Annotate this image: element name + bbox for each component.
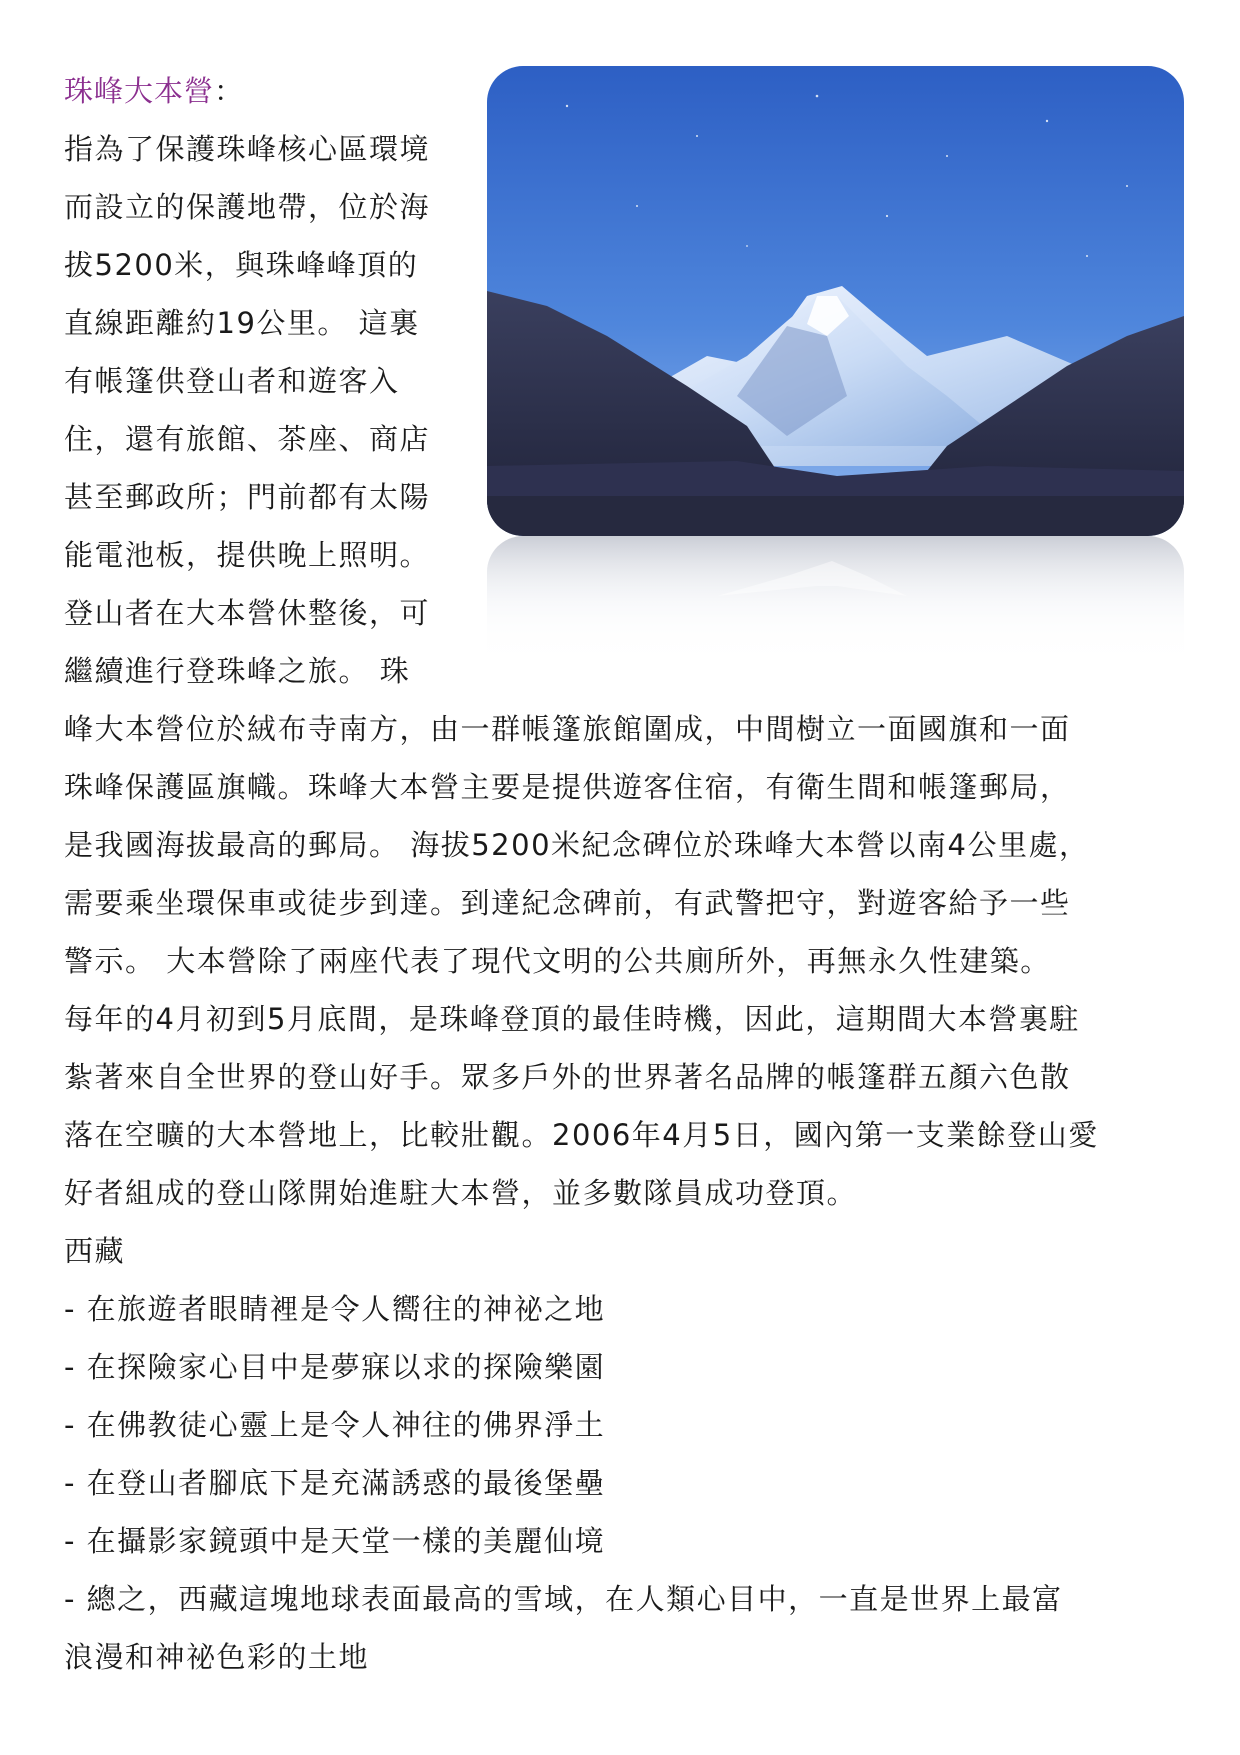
paragraph-line: 繼續進行登珠峰之旅。 珠 bbox=[64, 654, 411, 688]
paragraph-line: 有帳篷供登山者和遊客入 bbox=[64, 364, 400, 398]
paragraph-line: 紮著來自全世界的登山好手。眾多戶外的世界著名品牌的帳篷群五顏六色散 bbox=[64, 1060, 1071, 1094]
everest-image-icon bbox=[487, 66, 1184, 536]
paragraph-line: 甚至郵政所；門前都有太陽 bbox=[64, 480, 431, 514]
paragraph-line: 而設立的保護地帶，位於海 bbox=[64, 190, 431, 224]
tibet-list-item: 浪漫和神祕色彩的土地 bbox=[64, 1640, 370, 1674]
mountain-photo-reflection bbox=[487, 536, 1184, 676]
tibet-list-item: - 在攝影家鏡頭中是天堂一樣的美麗仙境 bbox=[64, 1524, 606, 1558]
paragraph-line: 峰大本營位於絨布寺南方，由一群帳篷旅館圍成，中間樹立一面國旗和一面 bbox=[64, 712, 1071, 746]
paragraph-line: 拔5200米，與珠峰峰頂的 bbox=[64, 248, 419, 282]
tibet-list-item: - 在佛教徒心靈上是令人神往的佛界淨土 bbox=[64, 1408, 606, 1442]
paragraph-line: 指為了保護珠峰核心區環境 bbox=[64, 132, 431, 166]
tibet-title: 西藏 bbox=[64, 1234, 126, 1268]
tibet-list-item: - 總之，西藏這塊地球表面最高的雪域，在人類心目中，一直是世界上最富 bbox=[64, 1582, 1063, 1616]
paragraph-line: 警示。 大本營除了兩座代表了現代文明的公共廁所外，再無永久性建築。 bbox=[64, 944, 1051, 978]
tibet-list-item: - 在探險家心目中是夢寐以求的探險樂園 bbox=[64, 1350, 606, 1384]
paragraph-line: 登山者在大本營休整後，可 bbox=[64, 596, 431, 630]
heading-title: 珠峰大本營 bbox=[64, 74, 215, 108]
heading-colon: ： bbox=[214, 74, 245, 108]
paragraph-line: 好者組成的登山隊開始進駐大本營，並多數隊員成功登頂。 bbox=[64, 1176, 858, 1210]
mountain-photo bbox=[487, 66, 1184, 536]
tibet-list-item: - 在旅遊者眼睛裡是令人嚮往的神祕之地 bbox=[64, 1292, 606, 1326]
paragraph-line: 需要乘坐環保車或徒步到達。到達紀念碑前，有武警把守，對遊客給予一些 bbox=[64, 886, 1071, 920]
paragraph-line: 直線距離約19公里。 這裏 bbox=[64, 306, 420, 340]
paragraph-line: 每年的4月初到5月底間，是珠峰登頂的最佳時機，因此，這期間大本營裏駐 bbox=[64, 1002, 1080, 1036]
paragraph-line: 落在空曠的大本營地上，比較壯觀。2006年4月5日，國內第一支業餘登山愛 bbox=[64, 1118, 1099, 1152]
paragraph-line: 住，還有旅館、茶座、商店 bbox=[64, 422, 431, 456]
section-heading bbox=[64, 66, 244, 116]
paragraph-line: 能電池板，提供晚上照明。 bbox=[64, 538, 431, 572]
paragraph-line: 是我國海拔最高的郵局。 海拔5200米紀念碑位於珠峰大本營以南4公里處， bbox=[64, 828, 1090, 862]
tibet-list-item: - 在登山者腳底下是充滿誘惑的最後堡壘 bbox=[64, 1466, 606, 1500]
paragraph-line: 珠峰保護區旗幟。珠峰大本營主要是提供遊客住宿，有衛生間和帳篷郵局， bbox=[64, 770, 1071, 804]
reflection-image-icon bbox=[487, 536, 1184, 676]
